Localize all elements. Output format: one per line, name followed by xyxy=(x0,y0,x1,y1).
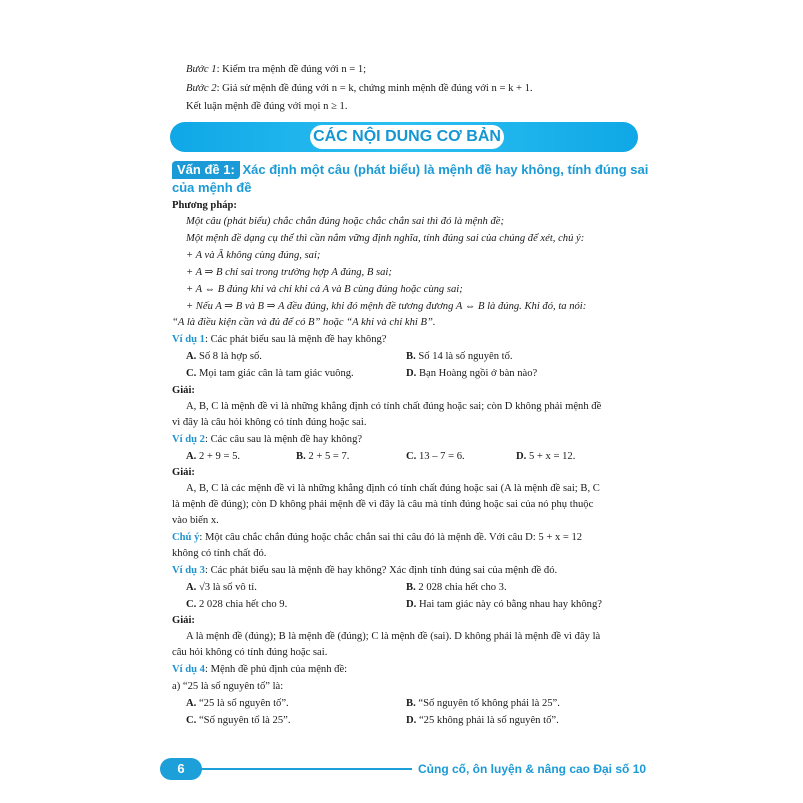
note xyxy=(172,531,582,545)
solution-label: Giải: xyxy=(172,467,195,478)
option-key: B. xyxy=(406,582,416,593)
solution-label: Giải: xyxy=(172,615,195,626)
note-label: Chú ý xyxy=(172,532,200,543)
option xyxy=(516,450,575,464)
issue-title-line2: của mệnh đề xyxy=(172,180,252,195)
option-text: “25 không phải là số nguyên tố”. xyxy=(418,715,559,726)
intro-step1 xyxy=(186,63,366,77)
page-number: 6 xyxy=(160,758,202,780)
solution-line: vào biến x. xyxy=(172,515,219,526)
step2-label: Bước 2 xyxy=(186,83,217,94)
option-key: C. xyxy=(186,599,197,610)
option-text: 5 + x = 12. xyxy=(528,451,576,462)
option-text: 2 028 chia hết cho 3. xyxy=(418,582,507,593)
option xyxy=(186,581,257,595)
issue-title-line1: Xác định một câu (phát biểu) là mệnh đề hay không, tính đúng sai xyxy=(242,162,649,177)
option xyxy=(406,598,602,612)
issue-heading xyxy=(172,161,648,181)
option-key: D. xyxy=(406,368,417,379)
option-text: Số 8 là hợp số. xyxy=(198,351,262,362)
method-line: + Nếu A ⇒ B và B ⇒ A đều đúng, khi đó mệnh đề tương đương A ⇔ B là đúng. Khi đó, ta nói: xyxy=(186,301,587,312)
issue-tag: Vấn đề 1: xyxy=(172,161,240,179)
option-key: B. xyxy=(296,451,306,462)
section-title: CÁC NỘI DUNG CƠ BẢN xyxy=(310,125,504,149)
method-line: Một câu (phát biểu) chắc chắn đúng hoặc chắc chắn sai thì đó là mệnh đề; xyxy=(186,216,505,227)
option xyxy=(406,350,513,364)
option-key: D. xyxy=(406,599,417,610)
step1-label: Bước 1 xyxy=(186,64,217,75)
option-text: Bạn Hoàng ngồi ở bàn nào? xyxy=(418,368,538,379)
example-3-label: Ví dụ 3 xyxy=(172,565,205,576)
option xyxy=(406,581,507,595)
example-3-text: : Các phát biểu sau là mệnh đề hay không? Xác định tính đúng sai của mệnh đề đó. xyxy=(204,565,558,576)
option-text: “Số nguyên tố là 25”. xyxy=(198,715,291,726)
option xyxy=(186,598,287,612)
option xyxy=(406,450,465,464)
example-4-subpart: a) “25 là số nguyên tố” là: xyxy=(172,681,284,692)
solution-line: A, B, C là các mệnh đề vì là những khẳng định có tính chất đúng hoặc sai (A là mệnh đề sai; B, C xyxy=(186,483,600,494)
option-key: C. xyxy=(186,368,197,379)
example-4-label: Ví dụ 4 xyxy=(172,664,205,675)
option-key: D. xyxy=(516,451,527,462)
option xyxy=(406,714,559,728)
option-text: 2 + 9 = 5. xyxy=(198,451,241,462)
intro-step2 xyxy=(186,82,533,96)
example-2-label: Ví dụ 2 xyxy=(172,434,205,445)
method-line: “A là điều kiện cần và đủ để có B” hoặc “A khi và chỉ khi B”. xyxy=(172,317,436,328)
option-key: A. xyxy=(186,582,197,593)
option-key: B. xyxy=(406,698,416,709)
method-line: + A ⇔ B đúng khi và chỉ khi cả A và B cùng đúng hoặc cùng sai; xyxy=(186,284,463,295)
option-key: A. xyxy=(186,451,197,462)
option-text: √3 là số vô tỉ. xyxy=(198,582,257,593)
option-key: C. xyxy=(406,451,417,462)
option xyxy=(186,350,262,364)
example-1-label: Ví dụ 1 xyxy=(172,334,205,345)
example-3-question xyxy=(172,564,557,578)
step2-text: : Giả sử mệnh đề đúng với n = k, chứng minh mệnh đề đúng với n = k + 1. xyxy=(216,83,533,94)
method-line: Một mệnh đề dạng cụ thể thì cần nắm vững định nghĩa, tính đúng sai của chúng để xét, chú ý: xyxy=(186,233,585,244)
example-4-question xyxy=(172,663,347,677)
solution-line: câu hỏi không có tính đúng hoặc sai. xyxy=(172,647,328,658)
option xyxy=(186,714,290,728)
example-1-question xyxy=(172,333,387,347)
example-4-text: : Mệnh đề phủ định của mệnh đề: xyxy=(204,664,348,675)
option-text: 13 – 7 = 6. xyxy=(418,451,465,462)
step1-text: : Kiểm tra mệnh đề đúng với n = 1; xyxy=(216,64,367,75)
intro-conclusion: Kết luận mệnh đề đúng với mọi n ≥ 1. xyxy=(186,101,348,112)
solution-line: vì đây là câu hỏi không có tính đúng hoặc sai. xyxy=(172,417,367,428)
option-key: D. xyxy=(406,715,417,726)
example-2-text: : Các câu sau là mệnh đề hay không? xyxy=(204,434,363,445)
option-text: Hai tam giác này có bằng nhau hay không? xyxy=(418,599,602,610)
option-text: 2 028 chia hết cho 9. xyxy=(198,599,288,610)
method-line: + A ⇒ B chỉ sai trong trường hợp A đúng, B sai; xyxy=(186,267,392,278)
solution-line: A là mệnh đề (đúng); B là mệnh đề (đúng); C là mệnh đề (sai). D không phải là mệnh đề vì đây là xyxy=(186,631,601,642)
book-title: Củng cố, ôn luyện & nâng cao Đại số 10 xyxy=(412,760,646,778)
option-text: Số 14 là số nguyên tố. xyxy=(418,351,513,362)
option xyxy=(186,450,240,464)
option xyxy=(406,697,560,711)
option xyxy=(296,450,349,464)
option xyxy=(186,697,289,711)
option-key: C. xyxy=(186,715,197,726)
option-text: “Số nguyên tố không phải là 25”. xyxy=(418,698,560,709)
option xyxy=(406,367,537,381)
example-2-question xyxy=(172,433,362,447)
option-key: A. xyxy=(186,351,197,362)
solution-line: là mệnh đề đúng); còn D không phải mệnh đề vì đây là câu mà tính đúng hoặc sai của nó phụ thuộc xyxy=(172,499,594,510)
solution-line: A, B, C là mệnh đề vì là những khẳng định có tính chất đúng hoặc sai; còn D không phải mệnh đề xyxy=(186,401,602,412)
method-heading: Phương pháp: xyxy=(172,200,237,211)
option-text: 2 + 5 = 7. xyxy=(308,451,350,462)
option-text: “25 là số nguyên tố”. xyxy=(198,698,289,709)
option-key: B. xyxy=(406,351,416,362)
example-1-text: : Các phát biểu sau là mệnh đề hay không? xyxy=(204,334,387,345)
note-text: : Một câu chắc chắn đúng hoặc chắc chắn sai thì câu đó là mệnh đề. Với câu D: 5 + x = 12 xyxy=(199,532,583,543)
option xyxy=(186,367,354,381)
option-key: A. xyxy=(186,698,197,709)
note-text: không có tính chất đó. xyxy=(172,548,267,559)
method-line: + A và Ā không cùng đúng, sai; xyxy=(186,250,321,261)
solution-label: Giải: xyxy=(172,385,195,396)
option-text: Mọi tam giác cân là tam giác vuông. xyxy=(198,368,354,379)
